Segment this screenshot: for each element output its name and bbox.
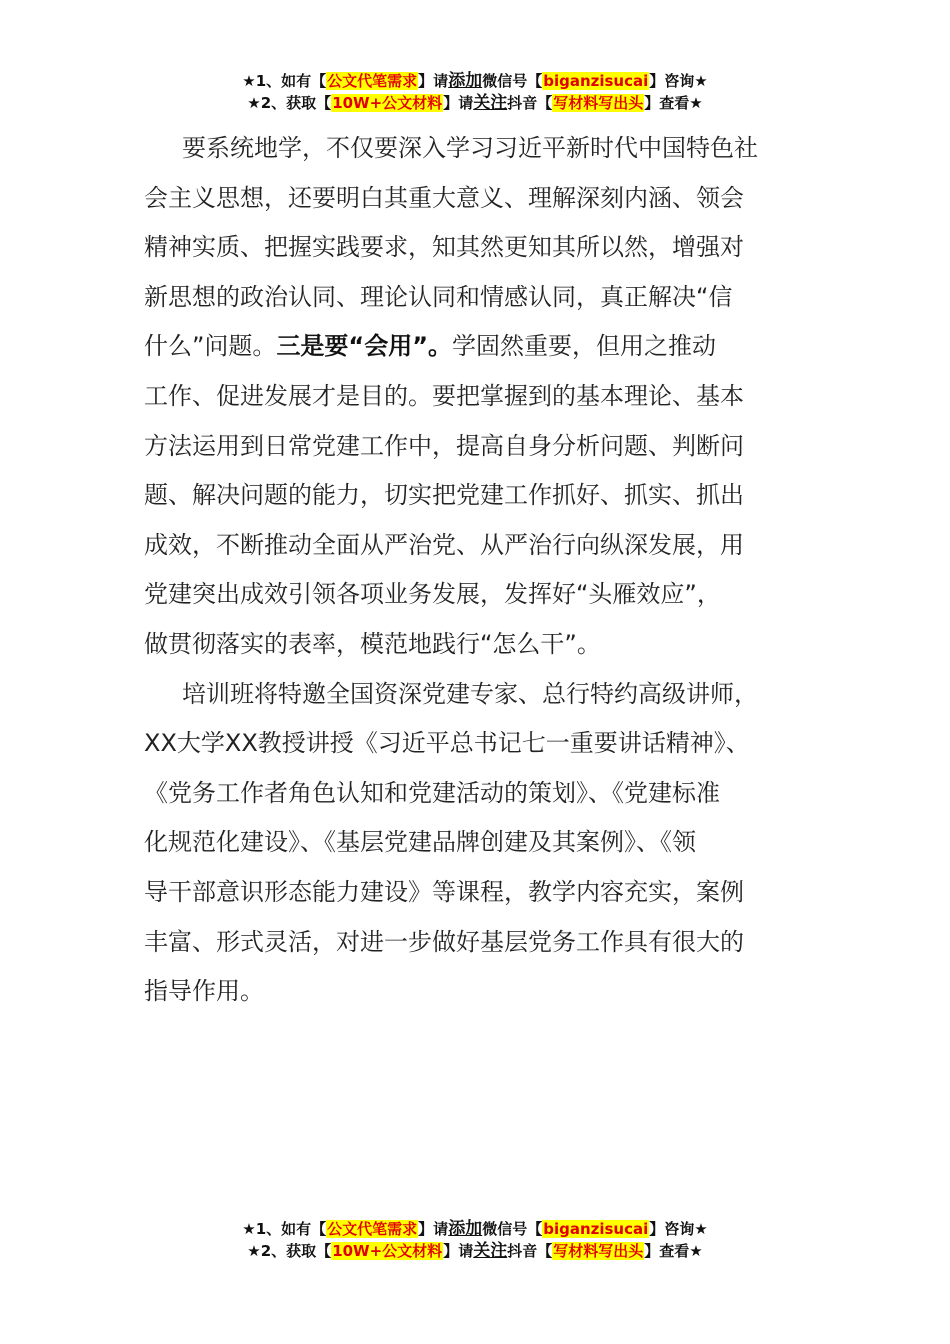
text-line: XX大学XX教授讲授《习近平总书记七一重要讲话精神》、: [144, 729, 750, 758]
text-line: 丰富、形式灵活，对进一步做好基层党务工作具有很大的: [144, 927, 744, 956]
banner-line-1: [0, 70, 950, 92]
banner-text: 】请: [443, 1242, 474, 1260]
footer-banner: [0, 1218, 950, 1262]
banner-text: 微信号【: [482, 72, 543, 90]
banner-emphasis: 添加: [448, 71, 483, 91]
text-line: 精神实质、把握实践要求，知其然更知其所以然，增强对: [144, 233, 744, 262]
text-line: [144, 322, 844, 372]
text-line: 会主义思想，还要明白其重大意义、理解深刻内涵、领会: [144, 183, 744, 212]
banner-text: 】请: [418, 72, 449, 90]
banner-text: 】请: [443, 94, 474, 112]
highlight-materials: 10W+公文材料: [332, 94, 443, 112]
banner-text: 】请: [418, 1220, 449, 1238]
header-banner: [0, 70, 950, 114]
banner-text: 抖音【: [507, 1242, 553, 1260]
text-line: 导干部意识形态能力建设》等课程，教学内容充实，案例: [144, 877, 744, 906]
highlight-service: 公文代笔需求: [327, 72, 418, 90]
bold-heading: 三是要“会用”。: [276, 332, 452, 361]
highlight-douyin-account: 写材料写出头: [553, 94, 644, 112]
text-line: 培训班将特邀全国资深党建专家、总行特约高级讲师，: [182, 679, 758, 708]
highlight-douyin-account: 写材料写出头: [553, 1242, 644, 1260]
document-body: [144, 124, 844, 1017]
text-line: 化规范化建设》、《基层党建品牌创建及其案例》、《领: [144, 828, 696, 857]
text-line: 做贯彻落实的表率，模范地践行“怎么干”。: [144, 629, 601, 658]
text-line: 方法运用到日常党建工作中，提高自身分析问题、判断问: [144, 431, 744, 460]
text-line: 新思想的政治认同、理论认同和情感认同，真正解决“信: [144, 282, 733, 311]
banner-text: 】咨询★: [649, 1220, 708, 1238]
paragraph-2: [144, 670, 844, 1017]
highlight-materials: 10W+公文材料: [332, 1242, 443, 1260]
text-line: 成效，不断推动全面从严治党、从严治行向纵深发展，用: [144, 530, 744, 559]
text-line: 党建突出成效引领各项业务发展，发挥好“头雁效应”，: [144, 580, 721, 609]
banner-line-1: [0, 1218, 950, 1240]
highlight-wechat-id: biganzisucai: [543, 1220, 649, 1238]
banner-emphasis: 添加: [448, 1219, 483, 1239]
text-line: 要系统地学，不仅要深入学习习近平新时代中国特色社: [182, 134, 758, 162]
banner-text: ★2、获取【: [247, 1242, 332, 1260]
banner-text: 】查看★: [644, 94, 703, 112]
text-segment: 学固然重要，但用之推动: [451, 332, 716, 361]
text-line: 题、解决问题的能力，切实把党建工作抓好、抓实、抓出: [144, 481, 744, 510]
banner-text: 抖音【: [507, 94, 553, 112]
text-line: 工作、促进发展才是目的。要把掌握到的基本理论、基本: [144, 381, 744, 410]
banner-line-2: [0, 92, 950, 114]
text-line: 《党务工作者角色认知和党建活动的策划》、《党建标准: [144, 778, 720, 807]
banner-emphasis: 关注: [473, 1241, 508, 1261]
banner-text: ★1、如有【: [242, 72, 327, 90]
banner-line-2: [0, 1240, 950, 1262]
text-line: 指导作用。: [144, 977, 264, 1006]
paragraph-1: [144, 124, 844, 670]
banner-emphasis: 关注: [473, 93, 508, 113]
banner-text: ★2、获取【: [247, 94, 332, 112]
banner-text: 】查看★: [644, 1242, 703, 1260]
highlight-service: 公文代笔需求: [327, 1220, 418, 1238]
text-segment: 什么”问题。: [144, 332, 277, 361]
banner-text: 微信号【: [482, 1220, 543, 1238]
banner-text: 】咨询★: [649, 72, 708, 90]
banner-text: ★1、如有【: [242, 1220, 327, 1238]
highlight-wechat-id: biganzisucai: [543, 72, 649, 90]
